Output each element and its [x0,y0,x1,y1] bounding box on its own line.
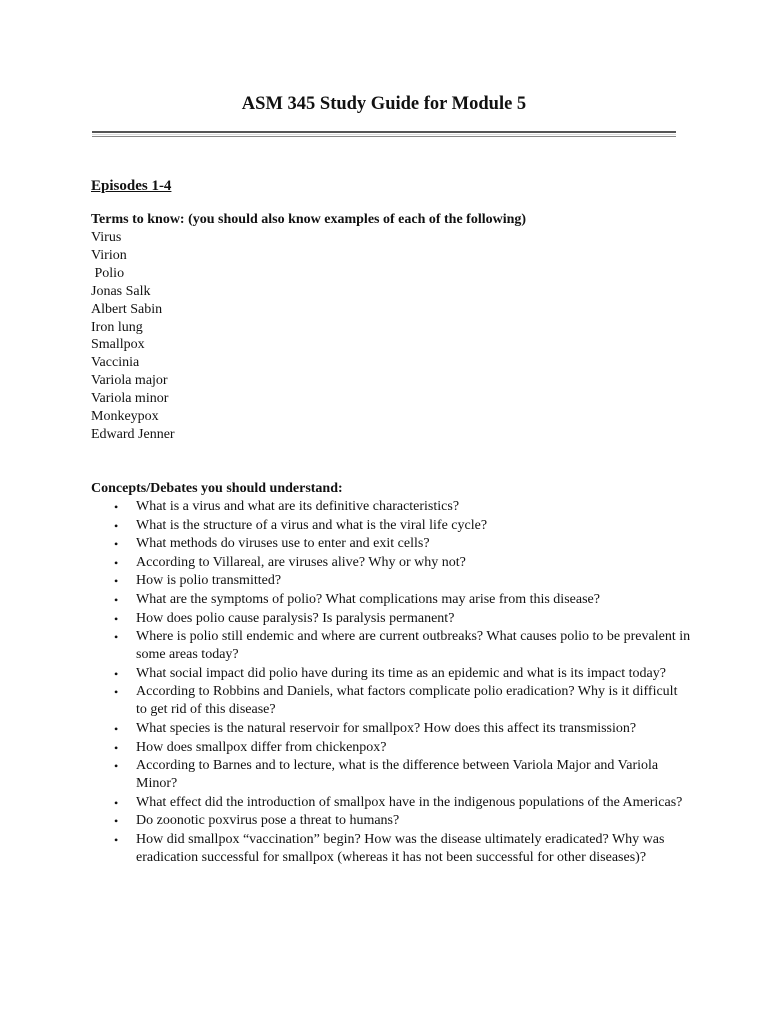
bullet-icon: • [114,555,119,570]
term-item: Albert Sabin [91,301,163,317]
concept-text: What is the structure of a virus and what is the viral life cycle? [136,517,488,533]
concept-text: What are the symptoms of polio? What complications may arise from this disease? [136,591,600,607]
concept-item [91,683,691,719]
concept-item [91,831,691,867]
concept-item [91,720,691,738]
term-item: Monkeypox [91,409,159,425]
term-item: Variola major [91,373,168,389]
bullet-icon: • [114,611,119,626]
bullet-icon: • [114,832,119,847]
bullet-icon: • [114,630,119,645]
concept-text: What social impact did polio have during its time as an epidemic and what is its impact today? [136,665,666,681]
concept-text: What effect did the introduction of smallpox have in the indigenous populations of the Americas? [136,794,683,810]
title-divider-inner [92,134,676,135]
concept-text: How did smallpox “vaccination” begin? How was the disease ultimately eradicated? Why was eradication successful for smallpox (whereas it has not been successful for other diseases)? [136,831,665,865]
concept-text: How does smallpox differ from chickenpox? [136,739,387,755]
bullet-icon: • [114,795,119,810]
concept-item [91,794,691,812]
term-item: Edward Jenner [91,426,175,442]
bullet-icon: • [114,574,119,589]
term-item: Virus [91,230,122,245]
section-heading: Episodes 1-4 [91,178,172,194]
bullet-icon: • [114,518,119,533]
bullet-icon: • [114,685,119,700]
concept-item [91,812,691,830]
term-item: Vaccinia [91,355,140,371]
term-item: Variola minor [91,391,169,407]
concept-text: How does polio cause paralysis? Is paralysis permanent? [136,610,455,626]
concept-text: What methods do viruses use to enter and exit cells? [136,536,430,552]
bullet-icon: • [114,500,119,514]
term-item: Polio [91,265,125,281]
bullet-icon: • [114,759,119,774]
concept-text: According to Villareal, are viruses alive? Why or why not? [136,554,466,570]
concepts-list [91,498,691,868]
terms-intro: Terms to know: (you should also know examples of each of the following) [91,212,527,227]
concept-item [91,757,691,793]
concept-text: Do zoonotic poxvirus pose a threat to humans? [136,813,400,829]
bullet-icon: • [114,721,119,736]
bullet-icon: • [114,814,119,829]
concept-text: What species is the natural reservoir for smallpox? How does this affect its transmission? [136,720,637,736]
bullet-icon: • [114,537,119,552]
bullet-icon: • [114,592,119,607]
concept-item [91,628,691,664]
term-item: Smallpox [91,337,145,353]
term-item: Jonas Salk [91,283,151,299]
concept-item [91,498,691,516]
concept-text: What is a virus and what are its definitive characteristics? [136,499,460,514]
bullet-icon: • [114,666,119,681]
title-divider [92,131,676,137]
concept-text: How is polio transmitted? [136,573,282,589]
terms-list [91,229,175,444]
concept-item [91,739,691,757]
concepts-intro: Concepts/Debates you should understand: [91,481,343,496]
term-item: Virion [91,247,127,263]
concept-item [91,554,691,572]
concept-text: According to Robbins and Daniels, what factors complicate polio eradication? Why is it difficult to get rid of this disease? [136,684,678,718]
bullet-icon: • [114,740,119,755]
concept-item [91,535,691,553]
document-title: ASM 345 Study Guide for Module 5 [241,94,527,114]
concept-item [91,517,691,535]
concept-item [91,610,691,628]
concept-item [91,665,691,683]
concept-text: Where is polio still endemic and where are current outbreaks? What causes polio to be prevalent in some areas today? [136,629,691,663]
concept-item [91,572,691,590]
term-item: Iron lung [91,319,143,335]
concept-item [91,591,691,609]
concept-text: According to Barnes and to lecture, what is the difference between Variola Major and Variola Minor? [136,758,659,792]
